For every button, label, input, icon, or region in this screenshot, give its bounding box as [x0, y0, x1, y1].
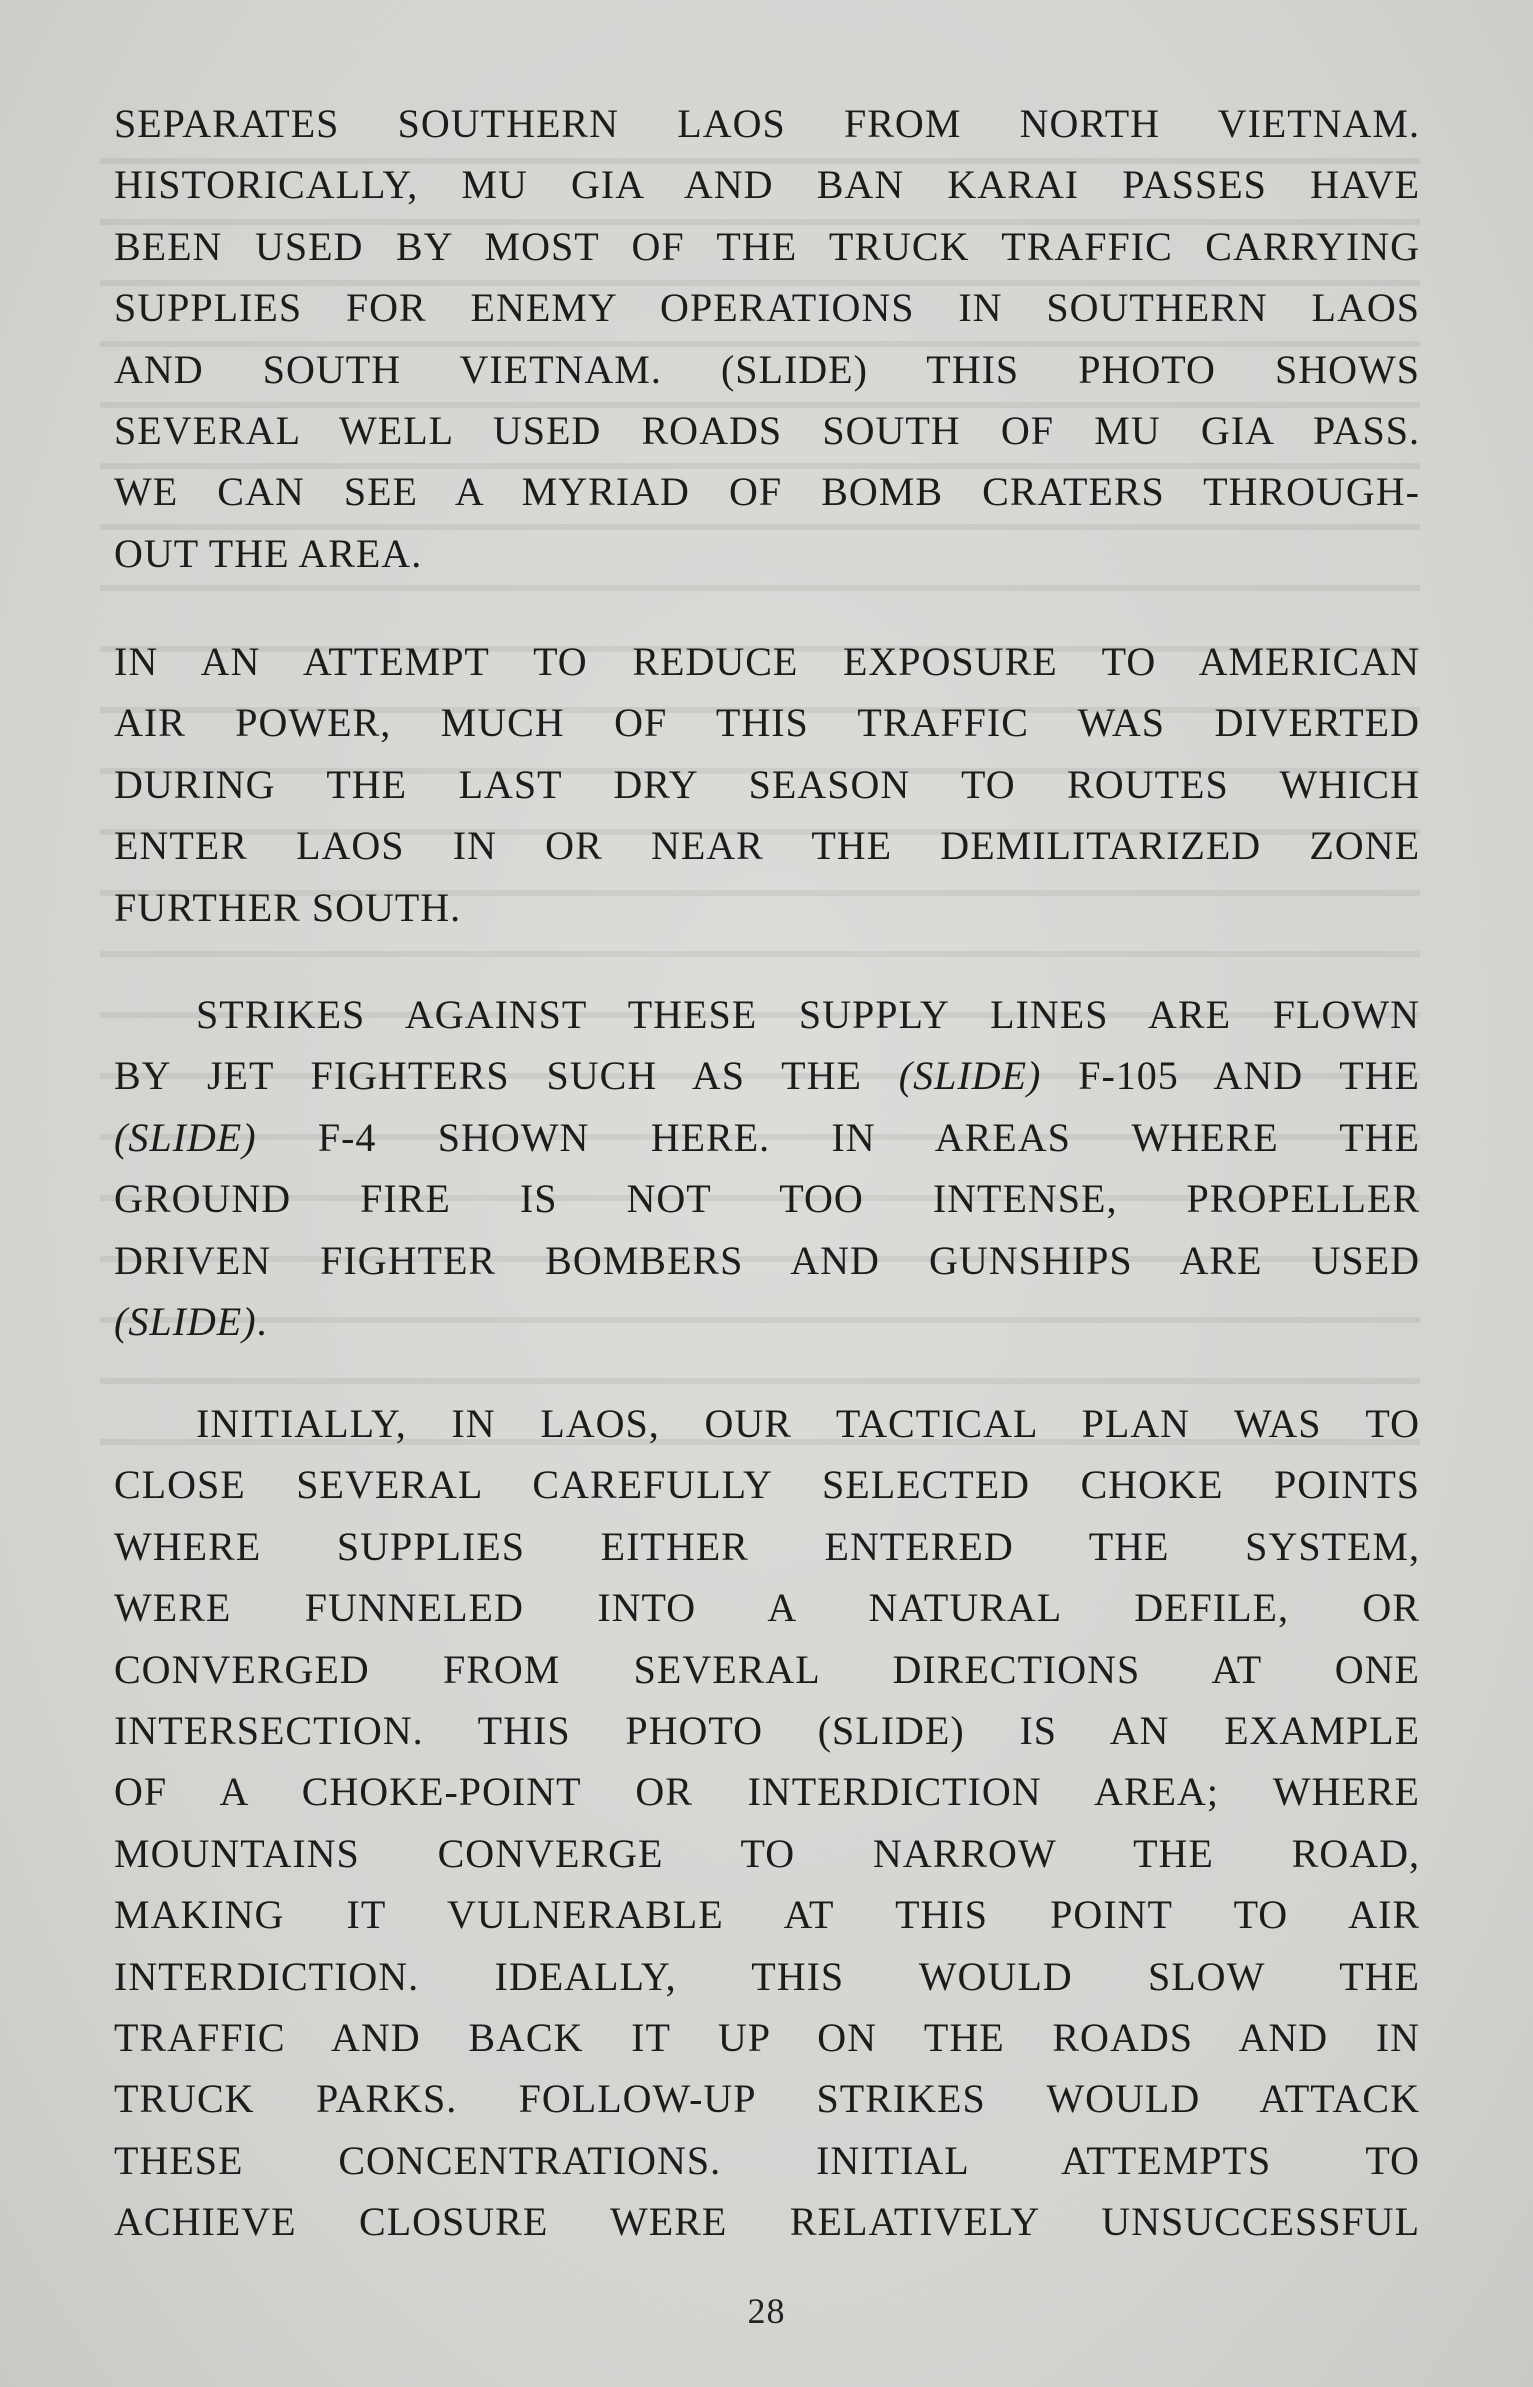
paragraph-line: DURING THE LAST DRY SEASON TO ROUTES WHICH — [114, 761, 1420, 807]
paragraph-line: BEEN USED BY MOST OF THE TRUCK TRAFFIC CARRYING — [114, 223, 1420, 269]
slide-marker: (SLIDE) — [114, 1298, 257, 1344]
paragraph-line: GROUND FIRE IS NOT TOO INTENSE, PROPELLER — [114, 1176, 1420, 1222]
paragraph-line: MAKING IT VULNERABLE AT THIS POINT TO AIR — [114, 1892, 1420, 1938]
paragraph-line: CONVERGED FROM SEVERAL DIRECTIONS AT ONE — [114, 1646, 1420, 1692]
paragraph-line: TRAFFIC AND BACK IT UP ON THE ROADS AND IN — [114, 2014, 1420, 2060]
paragraph-line: (SLIDE) F-4 SHOWN HERE. IN AREAS WHERE THE — [114, 1114, 1420, 1160]
paragraph-line: INITIALLY, IN LAOS, OUR TACTICAL PLAN WAS TO — [196, 1401, 1420, 1446]
paragraph-line: INTERDICTION. IDEALLY, THIS WOULD SLOW THE — [114, 1953, 1420, 1999]
paragraph-line: FURTHER SOUTH. — [114, 884, 462, 930]
paragraph-line: DRIVEN FIGHTER BOMBERS AND GUNSHIPS ARE USED — [114, 1237, 1420, 1283]
paragraph-2 — [114, 631, 1420, 938]
paragraph-line: TRUCK PARKS. FOLLOW-UP STRIKES WOULD ATTACK — [114, 2076, 1420, 2122]
paragraph-line: SEVERAL WELL USED ROADS SOUTH OF MU GIA PASS. — [114, 407, 1420, 453]
paragraph-line: WERE FUNNELED INTO A NATURAL DEFILE, OR — [114, 1585, 1420, 1631]
paragraph-4 — [114, 1393, 1420, 2252]
paragraph-line: THESE CONCENTRATIONS. INITIAL ATTEMPTS TO — [114, 2137, 1420, 2183]
paragraph-line: AND SOUTH VIETNAM. (SLIDE) THIS PHOTO SHOWS — [114, 346, 1420, 392]
paragraph-3 — [114, 984, 1420, 1352]
paragraph-line: OF A CHOKE-POINT OR INTERDICTION AREA; WHERE — [114, 1769, 1420, 1815]
slide-marker: (SLIDE) — [114, 1114, 257, 1160]
paragraph-line: ACHIEVE CLOSURE WERE RELATIVELY UNSUCCESSFUL — [114, 2199, 1420, 2245]
paragraph-line: MOUNTAINS CONVERGE TO NARROW THE ROAD, — [114, 1830, 1420, 1876]
paragraph-line: SEPARATES SOUTHERN LAOS FROM NORTH VIETNAM. — [114, 101, 1420, 146]
paragraph-line: BY JET FIGHTERS SUCH AS THE (SLIDE) F-105 AND THE — [114, 1053, 1420, 1099]
page-number: 28 — [747, 2291, 786, 2331]
paragraph-line: HISTORICALLY, MU GIA AND BAN KARAI PASSES HAVE — [114, 162, 1420, 208]
paragraph-1 — [114, 93, 1420, 584]
slide-marker: (SLIDE) — [898, 1053, 1042, 1099]
paragraph-line: AIR POWER, MUCH OF THIS TRAFFIC WAS DIVERTED — [114, 700, 1420, 746]
paragraph-line: INTERSECTION. THIS PHOTO (SLIDE) IS AN EXAMPLE — [114, 1707, 1420, 1753]
paragraph-line: OUT THE AREA. — [114, 530, 423, 576]
paragraph-line: IN AN ATTEMPT TO REDUCE EXPOSURE TO AMERICAN — [114, 639, 1420, 684]
paragraph-line: WE CAN SEE A MYRIAD OF BOMB CRATERS THROUGH- — [114, 469, 1420, 515]
paragraph-line: STRIKES AGAINST THESE SUPPLY LINES ARE FLOWN — [196, 992, 1420, 1037]
paragraph-line: CLOSE SEVERAL CAREFULLY SELECTED CHOKE POINTS — [114, 1462, 1420, 1508]
paragraph-line: WHERE SUPPLIES EITHER ENTERED THE SYSTEM, — [114, 1523, 1420, 1569]
paragraph-line: SUPPLIES FOR ENEMY OPERATIONS IN SOUTHERN LAOS — [114, 285, 1420, 331]
paragraph-line: (SLIDE). — [114, 1298, 268, 1344]
paragraph-line: ENTER LAOS IN OR NEAR THE DEMILITARIZED ZONE — [114, 823, 1420, 869]
